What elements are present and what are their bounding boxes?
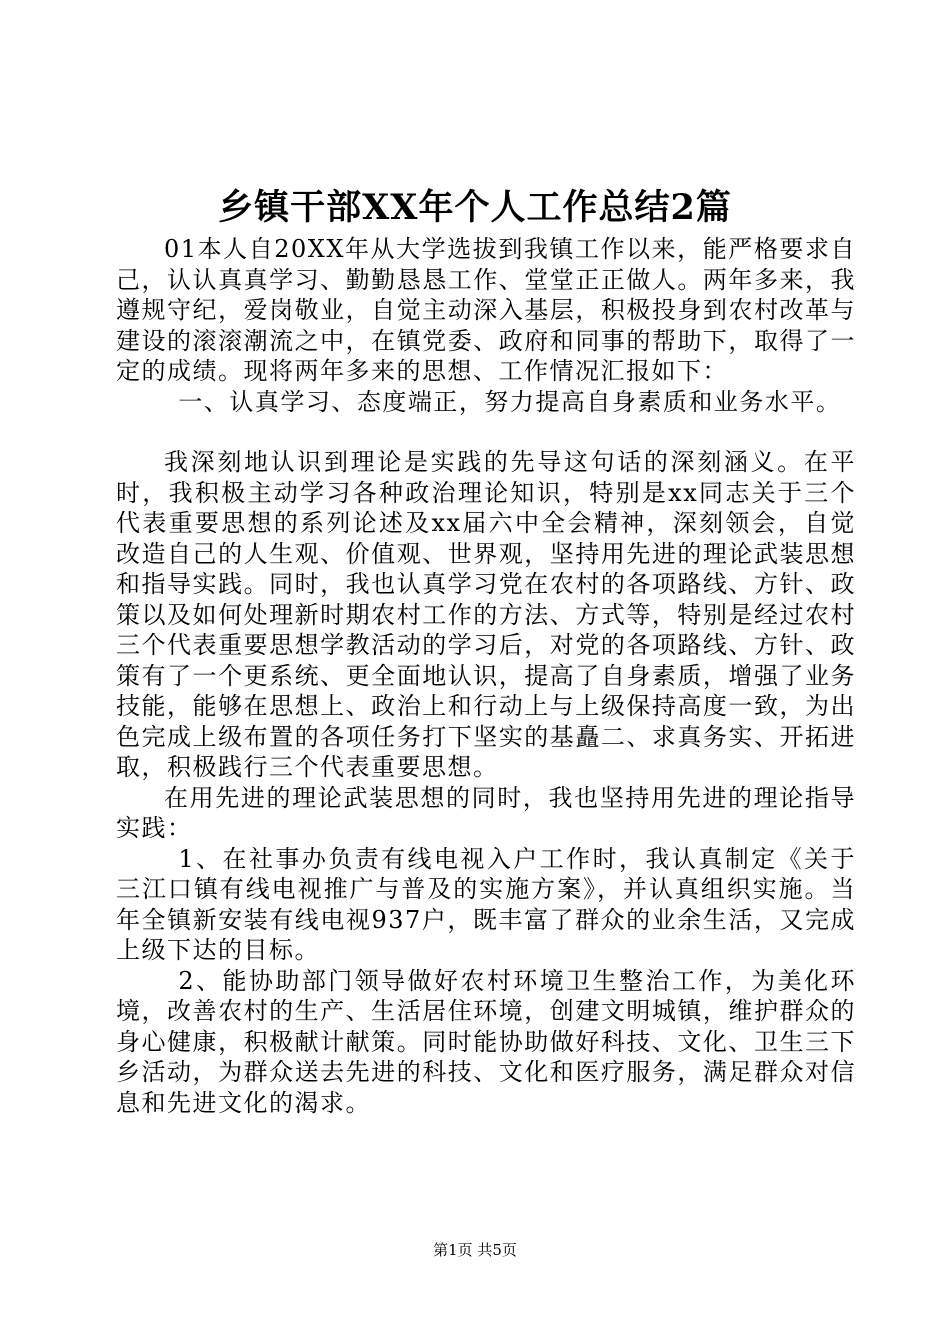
body-paragraph: 在用先进的理论武装思想的同时，我也坚持用先进的理论指导实践： <box>116 783 856 842</box>
list-item: 1、在社事办负责有线电视入户工作时，我认真制定《关于三江口镇有线电视推广与普及的实施方案》，并认真组织实施。当年全镇新安装有线电视937户，既丰富了群众的业余生活，又完成上级下达的目标。 <box>116 844 856 964</box>
list-item: 2、能协助部门领导做好农村环境卫生整治工作，为美化环境，改善农村的生产、生活居住环境，创建文明城镇，维护群众的身心健康，积极献计献策。同时能协助做好科技、文化、卫生三下乡活动，为群众送去先进的科技、文化和医疗服务，满足群众对信息和先进文化的渴求。 <box>116 966 856 1117</box>
intro-paragraph: 01本人自20XX年从大学选拔到我镇工作以来，能严格要求自己，认认真真学习、勤勤恳恳工作、堂堂正正做人。两年多来，我遵规守纪，爱岗敬业，自觉主动深入基层，积极投身到农村改革与建设的滚滚潮流之中，在镇党委、政府和同事的帮助下，取得了一定的成绩。现将两年多来的思想、工作情况汇报如下： <box>116 235 856 385</box>
section-heading-1: 一、认真学习、态度端正，努力提高自身素质和业务水平。 <box>178 387 842 416</box>
page-footer: 第1页 共5页 <box>433 1241 517 1259</box>
body-paragraph: 我深刻地认识到理论是实践的先导这句话的深刻涵义。在平时，我积极主动学习各种政治理论知识，特别是xx同志关于三个代表重要思想的系列论述及xx届六中全会精神，深刻领会，自觉改造自己的人生观、价值观、世界观，坚持用先进的理论武装思想和指导实践。同时，我也认真学习党在农村的各项路线、方针、政策以及如何处理新时期农村工作的方法、方式等，特别是经过农村三个代表重要思想学教活动的学习后，对党的各项路线、方针、政策有了一个更系统、更全面地认识，提高了自身素质，增强了业务技能，能够在思想上、政治上和行动上与上级保持高度一致，为出色完成上级布置的各项任务打下坚实的基矗二、求真务实、开拓进取，积极践行三个代表重要思想。 <box>116 448 856 781</box>
document-body <box>116 234 856 1118</box>
document-title: 乡镇干部XX年个人工作总结2篇 <box>218 187 732 228</box>
